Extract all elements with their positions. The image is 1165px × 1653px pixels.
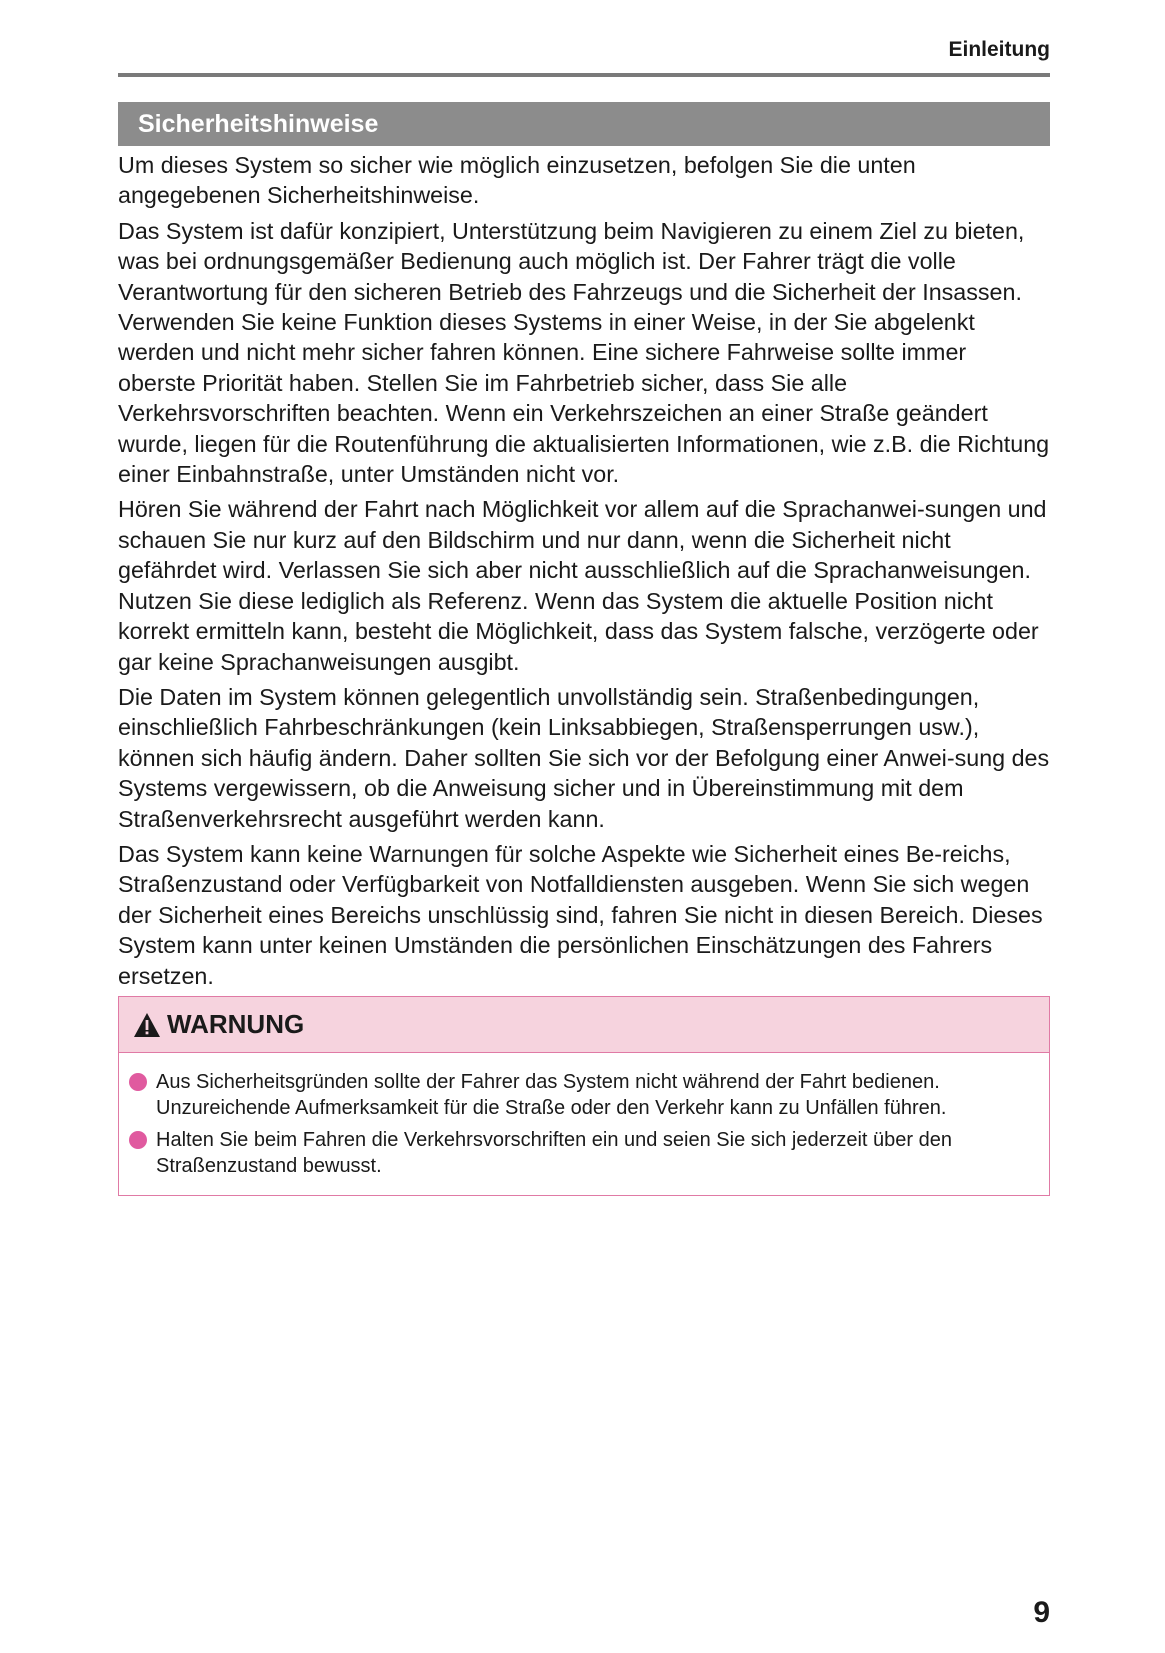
warning-box [118, 996, 1050, 1196]
page-number: 9 [1033, 1596, 1050, 1629]
paragraph: Das System kann keine Warnungen für solche Aspekte wie Sicherheit eines Be-reichs, Straßenzustand oder Verfügbarkeit von Notfalldiensten ausgeben. Wenn Sie sich wegen der Sicherheit eines Bereichs unschlüssig sind, fahren Sie nicht in diesen Bereich. Dieses System kann unter keinen Umständen die persönlichen Einschätzungen des Fahrers ersetzen. [118, 840, 1043, 989]
paragraph: Das System ist dafür konzipiert, Unterstützung beim Navigieren zu einem Ziel zu bieten, was bei ordnungsgemäßer Bedienung auch möglich ist. Der Fahrer trägt die volle Verantwortung für den sicheren Betrieb des Fahrzeugs und die Sicherheit der Insassen. Verwenden Sie keine Funktion dieses Systems in einer Weise, in der Sie abgelenkt werden und nicht mehr sicher fahren können. Eine sichere Fahrweise sollte immer oberste Priorität haben. Stellen Sie im Fahrbetrieb sicher, dass Sie alle Verkehrsvorschriften beachten. Wenn ein Verkehrszeichen an einer Straße geändert wurde, liegen für die Routenführung die aktualisierten Informationen, wie z.B. die Richtung einer Einbahnstraße, unter Umständen nicht vor. [118, 217, 1050, 488]
warning-title: WARNUNG [167, 1009, 305, 1039]
warning-item-text: Halten Sie beim Fahren die Verkehrsvorschriften ein und seien Sie sich jederzeit über den Straßenzustand bewusst. [156, 1129, 952, 1177]
warning-item-text: Aus Sicherheitsgründen sollte der Fahrer das System nicht während der Fahrt bedienen. Unzureichende Aufmerksamkeit für die Straße oder den Verkehr kann zu Unfällen führen. [156, 1071, 947, 1119]
header-rule [118, 73, 1050, 77]
body-text [118, 150, 1050, 996]
section-title-bar [118, 102, 1050, 146]
running-header: Einleitung [948, 38, 1050, 61]
warning-triangle-icon [133, 1012, 161, 1038]
paragraph: Um dieses System so sicher wie möglich einzusetzen, befolgen Sie die unten angegebenen Sicherheitshinweise. [118, 152, 916, 209]
bullet-icon [129, 1131, 147, 1149]
warning-list [119, 1053, 1049, 1179]
section-title: Sicherheitshinweise [138, 109, 379, 138]
warning-header [119, 997, 1049, 1053]
warning-item [129, 1127, 1039, 1179]
paragraph: Die Daten im System können gelegentlich unvollständig sein. Straßenbedingungen, einschließlich Fahrbeschränkungen (kein Linksabbiegen, Straßensperrungen usw.), können sich häufig ändern. Daher sollten Sie sich vor der Befolgung einer Anwei-sung des Systems vergewissern, ob die Anweisung sicher und in Übereinstimmung mit dem Straßenverkehrsrecht ausgeführt werden kann. [118, 683, 1050, 832]
warning-item [129, 1069, 1039, 1121]
bullet-icon [129, 1073, 147, 1091]
paragraph: Hören Sie während der Fahrt nach Möglichkeit vor allem auf die Sprachanwei-sungen und schauen Sie nur kurz auf den Bildschirm und nur dann, wenn die Sicherheit nicht gefährdet wird. Verlassen Sie sich aber nicht ausschließlich auf die Sprachanweisungen. Nutzen Sie diese lediglich als Referenz. Wenn das System die aktuelle Position nicht korrekt ermitteln kann, besteht die Möglichkeit, dass das System falsche, verzögerte oder gar keine Sprachanweisungen ausgibt. [118, 496, 1047, 675]
